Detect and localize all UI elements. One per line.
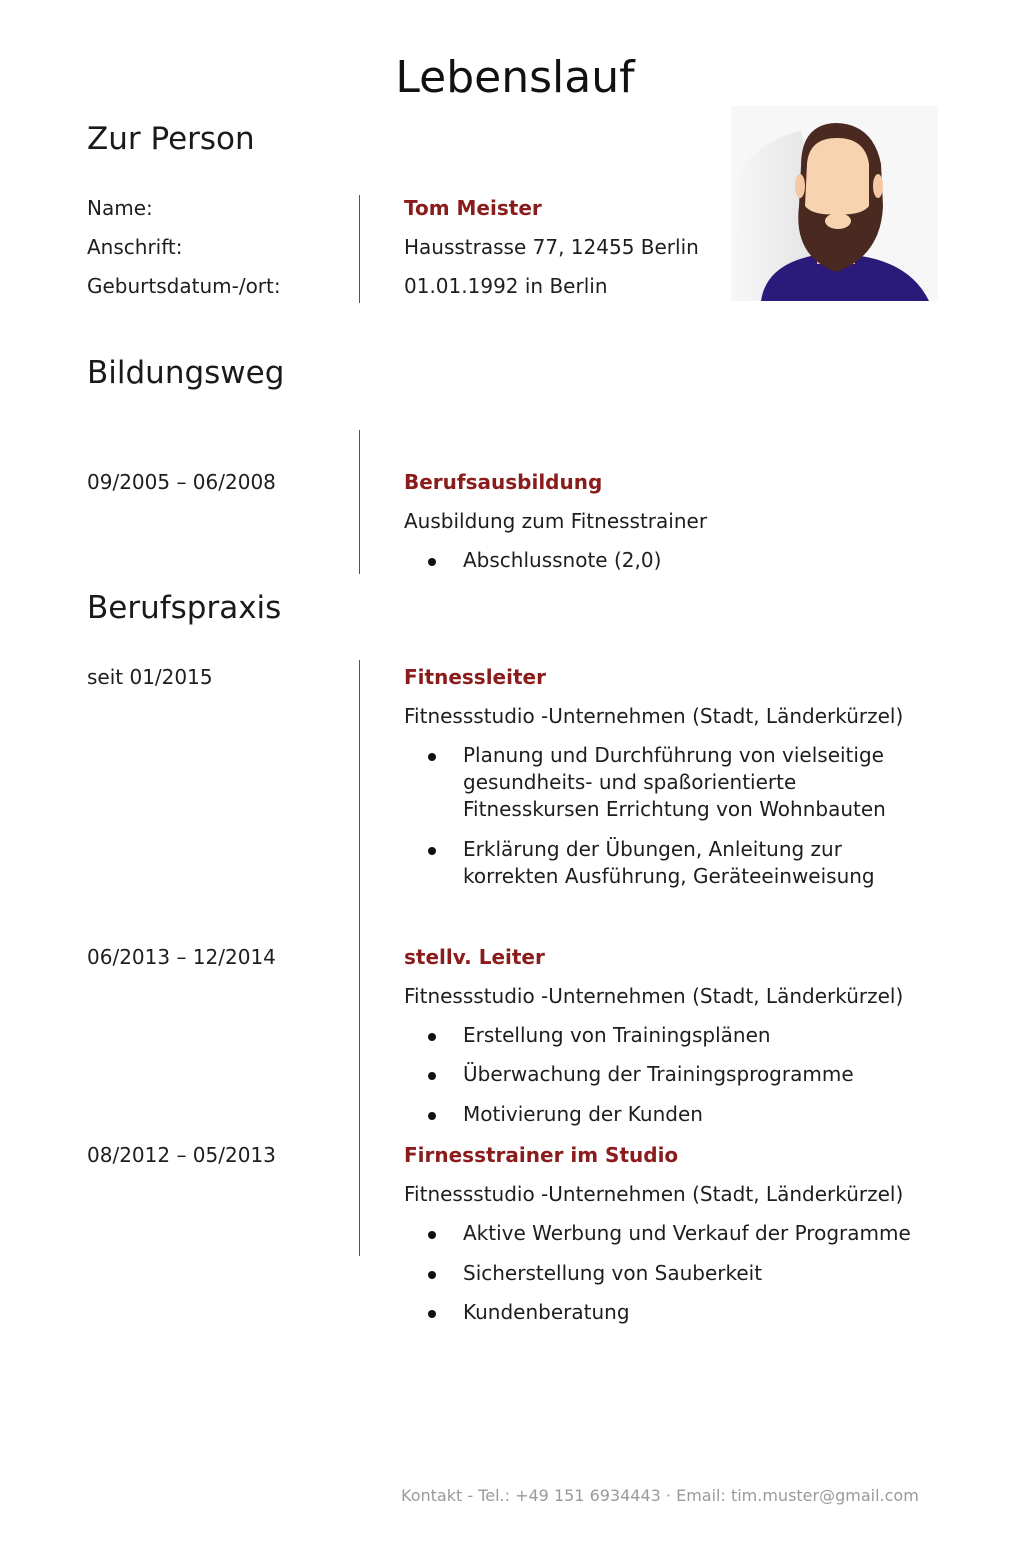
experience-title: stellv. Leiter	[404, 945, 545, 969]
section-heading-person: Zur Person	[87, 121, 255, 157]
experience-bullet: Planung und Durchführung von vielseitige gesundheits- und spaßorientierte Fitnesskursen Errichtung von Wohnbauten	[463, 743, 886, 821]
education-subtitle: Ausbildung zum Fitnesstrainer	[404, 509, 708, 533]
experience-subtitle: Fitnessstudio -Unternehmen (Stadt, Länderkürzel)	[404, 1182, 904, 1206]
divider-line	[359, 195, 360, 303]
experience-date: seit 01/2015	[87, 665, 213, 689]
experience-bullet: Erstellung von Trainingsplänen	[463, 1023, 771, 1047]
bullet-dot	[428, 1033, 436, 1041]
bullet-dot	[428, 1072, 436, 1080]
label-name: Name:	[87, 196, 153, 220]
profile-photo	[731, 106, 938, 301]
section-heading-education: Bildungsweg	[87, 355, 285, 391]
bullet-dot	[428, 1271, 436, 1279]
value-address: Hausstrasse 77, 12455 Berlin	[404, 235, 699, 259]
experience-title: Fitnessleiter	[404, 665, 546, 689]
section-heading-experience: Berufspraxis	[87, 590, 282, 626]
label-address: Anschrift:	[87, 235, 183, 259]
experience-bullet: Überwachung der Trainingsprogramme	[463, 1062, 854, 1086]
experience-subtitle: Fitnessstudio -Unternehmen (Stadt, Länderkürzel)	[404, 704, 904, 728]
experience-title: Firnesstrainer im Studio	[404, 1143, 679, 1167]
experience-bullet: Erklärung der Übungen, Anleitung zur korrekten Ausführung, Geräteeinweisung	[463, 837, 875, 888]
experience-bullet: Kundenberatung	[463, 1300, 630, 1324]
bullet-dot	[428, 1310, 436, 1318]
bullet-dot	[428, 847, 436, 855]
experience-bullet: Aktive Werbung und Verkauf der Programme	[463, 1221, 911, 1245]
divider-line	[359, 660, 360, 1256]
education-bullet: Abschlussnote (2,0)	[463, 548, 662, 572]
experience-date: 06/2013 – 12/2014	[87, 945, 276, 969]
bullet-dot	[428, 753, 436, 761]
value-name: Tom Meister	[404, 196, 542, 220]
page-title: Lebenslauf	[395, 52, 635, 103]
experience-date: 08/2012 – 05/2013	[87, 1143, 276, 1167]
education-title: Berufsausbildung	[404, 470, 603, 494]
education-date: 09/2005 – 06/2008	[87, 470, 276, 494]
avatar-icon	[731, 106, 938, 301]
footer-contact: Kontakt - Tel.: +49 151 6934443 · Email: tim.muster@gmail.com	[401, 1486, 919, 1505]
label-birth: Geburtsdatum-/ort:	[87, 274, 281, 298]
value-birth: 01.01.1992 in Berlin	[404, 274, 608, 298]
bullet-dot	[428, 1231, 436, 1239]
bullet-dot	[428, 1112, 436, 1120]
experience-bullet: Motivierung der Kunden	[463, 1102, 703, 1126]
experience-subtitle: Fitnessstudio -Unternehmen (Stadt, Länderkürzel)	[404, 984, 904, 1008]
bullet-dot	[428, 558, 436, 566]
divider-line	[359, 430, 360, 574]
experience-bullet: Sicherstellung von Sauberkeit	[463, 1261, 763, 1285]
